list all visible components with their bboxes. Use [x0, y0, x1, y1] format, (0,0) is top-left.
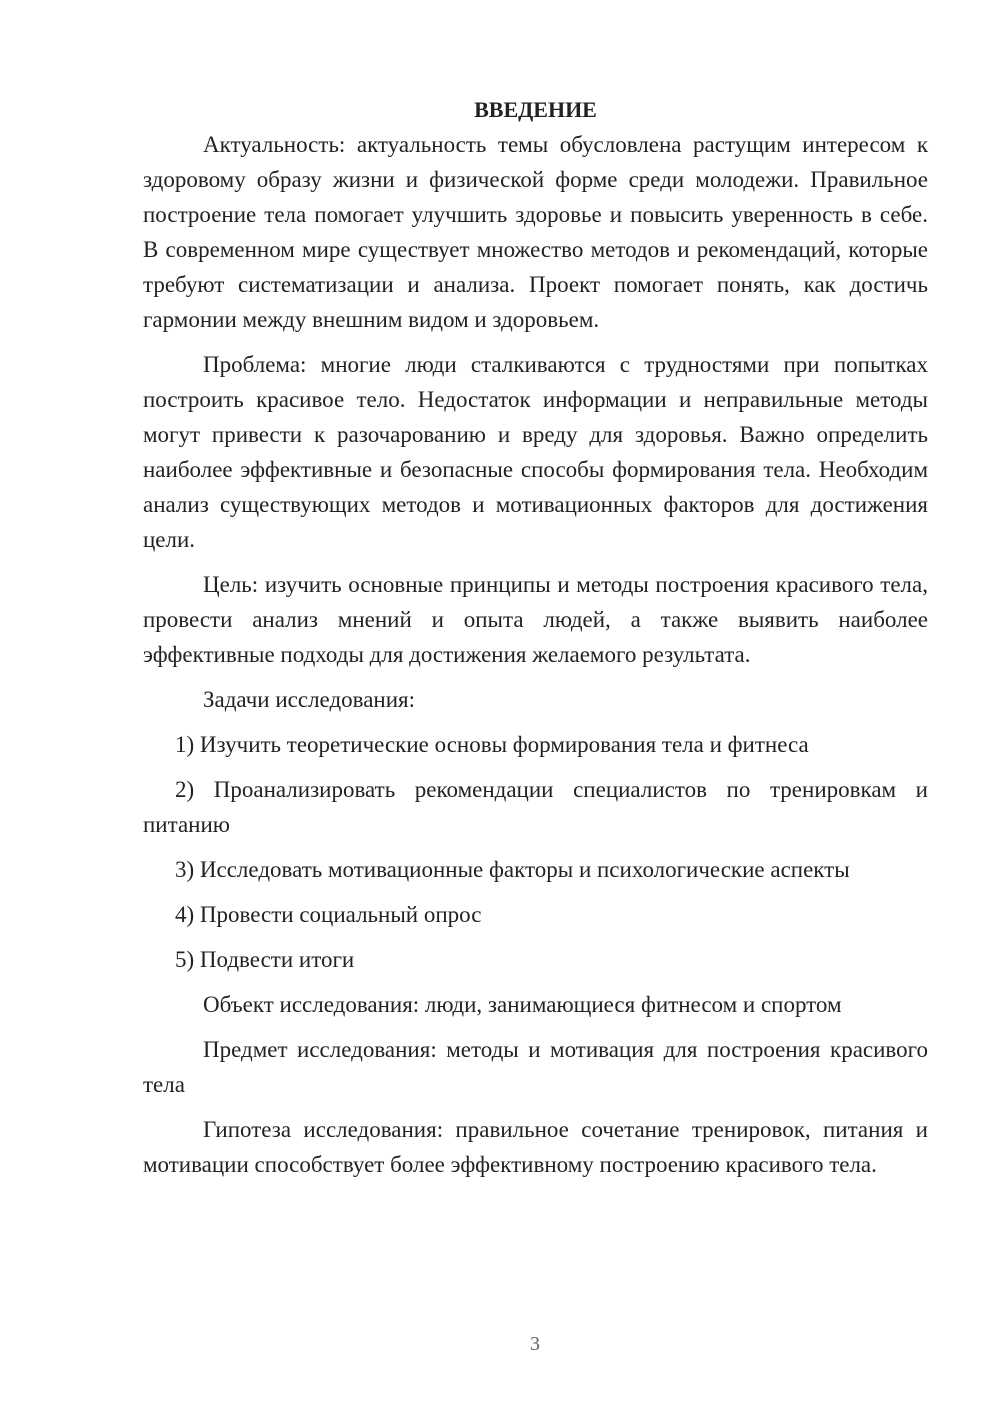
- page-title: ВВЕДЕНИЕ: [474, 97, 597, 122]
- paragraph-goal: Цель: изучить основные принципы и методы построения красивого тела, провести анализ мнений и опыта людей, а также выявить наиболее эффективные подходы для достижения желаемого результата.: [143, 572, 928, 667]
- list-item-task-3: 3) Исследовать мотивационные факторы и психологические аспекты: [175, 857, 850, 882]
- paragraph-subject: Предмет исследования: методы и мотивация для построения красивого тела: [143, 1037, 928, 1097]
- page-number: 3: [530, 1333, 540, 1355]
- paragraph-hypothesis: Гипотеза исследования: правильное сочетание тренировок, питания и мотивации способствует более эффективному построению красивого тела.: [143, 1117, 928, 1177]
- paragraph-problem: Проблема: многие люди сталкиваются с трудностями при попытках построить красивое тело. Недостаток информации и неправильные методы могут привести к разочарованию и вреду для здоровья. Важно определить наиболее эффективные и безопасные способы формирования тела. Необходим анализ существующих методов и мотивационных факторов для достижения цели.: [143, 352, 928, 552]
- paragraph-object: Объект исследования: люди, занимающиеся фитнесом и спортом: [203, 992, 842, 1017]
- list-item-task-1: 1) Изучить теоретические основы формирования тела и фитнеса: [175, 732, 809, 757]
- list-item-task-4: 4) Провести социальный опрос: [175, 902, 482, 927]
- paragraph-relevance: Актуальность: актуальность темы обусловлена растущим интересом к здоровому образу жизни и физической форме среди молодежи. Правильное построение тела помогает улучшить здоровье и повысить уверенность в себе. В современном мире существует множество методов и рекомендаций, которые требуют систематизации и анализа. Проект помогает понять, как достичь гармонии между внешним видом и здоровьем.: [143, 132, 928, 332]
- document-body: [143, 92, 928, 1192]
- list-item-task-2: 2) Проанализировать рекомендации специалистов по тренировкам и питанию: [143, 777, 928, 837]
- list-item-task-5: 5) Подвести итоги: [175, 947, 355, 972]
- paragraph-tasks-heading: Задачи исследования:: [203, 687, 416, 712]
